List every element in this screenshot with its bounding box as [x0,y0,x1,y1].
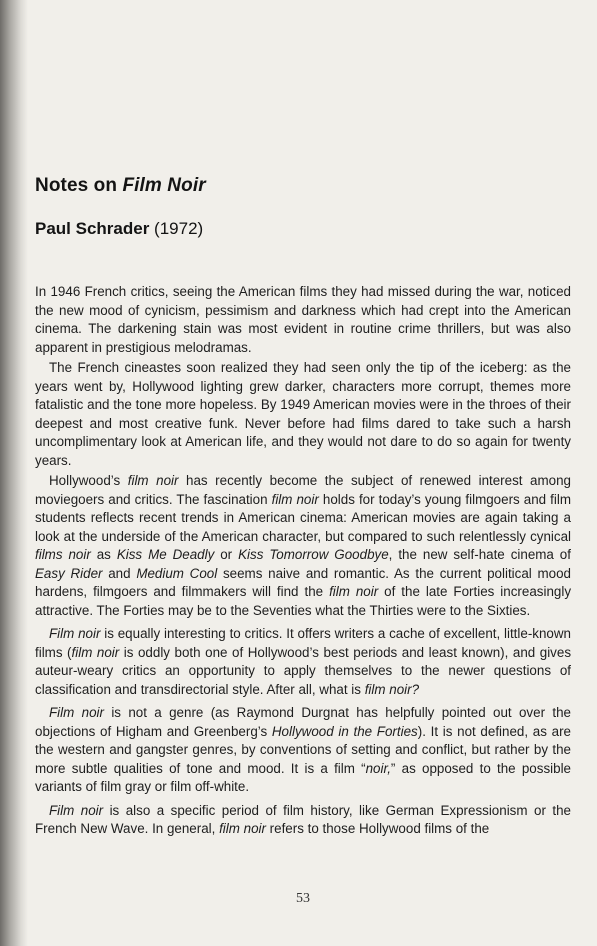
text-run: refers to those Hollywood films of the [265,821,490,836]
paragraph [35,802,571,839]
italic-text: Hollywood in the Forties [271,723,418,739]
text-run: The French cineastes soon realized they had seen only the tip of the iceberg: as the years went by, Hollywood lighting grew darker, characters more corrupt, themes more fatalistic and the tone more hopeless. By 1949 American movies were in the throes of their deepest and most creative funk. Never before had films dared to take such a harsh uncomplimentary look at American life, and they would not dare to do so again for twenty years. [35,360,571,468]
text-run: is oddly both one of Hollywood’s best periods and least known), and gives auteur-weary critics an opportunity to apply themselves to the newer questions of classification and transdirectorial style. After all, what is [35,644,572,697]
chapter-title [35,175,206,197]
italic-text: film noir [127,473,179,488]
text-run: and [102,565,137,581]
text-run: In 1946 French critics, seeing the American films they had missed during the war, noticed the new mood of cynicism, pessimism and darkness which had crept into the American cinema. The darkening stain was most evident in routine crime thrillers, but was also apparent in prestigious melodramas. [35,284,571,355]
book-page [35,0,571,946]
text-run: or [214,547,239,562]
text-run: has recently become the subject of renewed interest among moviegoers and critics. The fascination [35,473,572,507]
text-run: seems naive and romantic. As the current political mood hardens, filmgoers and filmmakers will find the [35,565,571,599]
italic-text: Film noir [49,705,104,720]
italic-text: noir, [365,760,391,776]
author-name: Paul Schrader [35,219,150,238]
italic-text: films noir [35,547,91,562]
page-gutter-shadow [0,0,28,946]
paragraph [35,283,571,357]
italic-text: film noir [329,584,379,599]
italic-text: Film noir [49,802,104,818]
italic-text: film noir? [364,681,420,697]
chapter-title-prefix: Notes on [35,175,123,196]
text-run: ). It is not defined, as are the western and gangster genres, by conventions of setting and conflict, but rather by the more subtle qualities of tone and mood. It is a film “ [35,723,571,776]
text-run: as [90,547,117,562]
chapter-title-italic: Film Noir [122,175,206,196]
italic-text: Film noir [49,626,101,641]
paragraph [35,704,571,797]
text-run: holds for today’s young filmgoers and film students reflects recent trends in American cinema: American movies are again taking a look at the underside of the American character, but compared to such relentlessly cynical [35,491,571,544]
italic-text: film noir [271,491,319,507]
paragraph [35,625,571,699]
author-line [35,219,203,239]
text-run: ” as opposed to the possible variants of film gray or film off-white. [35,760,571,794]
page-number: 53 [296,891,310,906]
text-run: Hollywood’s [49,473,128,488]
paragraph [35,359,571,470]
text-run: is not a genre (as Raymond Durgnat has helpfully pointed out over the objections of Higham and Greenberg’s [35,705,571,739]
text-run: is also a specific period of film history, like German Expressionism or the French New Wave. In general, [35,802,571,836]
text-run: , the new self-hate cinema of [388,547,571,562]
italic-text: film noir [219,821,266,836]
italic-text: Easy Rider [35,565,103,581]
body-text [35,283,571,839]
italic-text: Kiss Tomorrow Goodbye [238,547,389,562]
text-run: of the late Forties increasingly attractive. The Forties may be to the Seventies what the Thirties were to the Sixties. [35,584,572,618]
author-year: (1972) [149,219,204,238]
italic-text: Kiss Me Deadly [116,547,215,562]
text-run: is equally interesting to critics. It offers writers a cache of excellent, little-known films ( [35,626,571,660]
paragraph [35,472,571,620]
italic-text: Medium Cool [136,565,218,581]
italic-text: film noir [71,644,120,660]
